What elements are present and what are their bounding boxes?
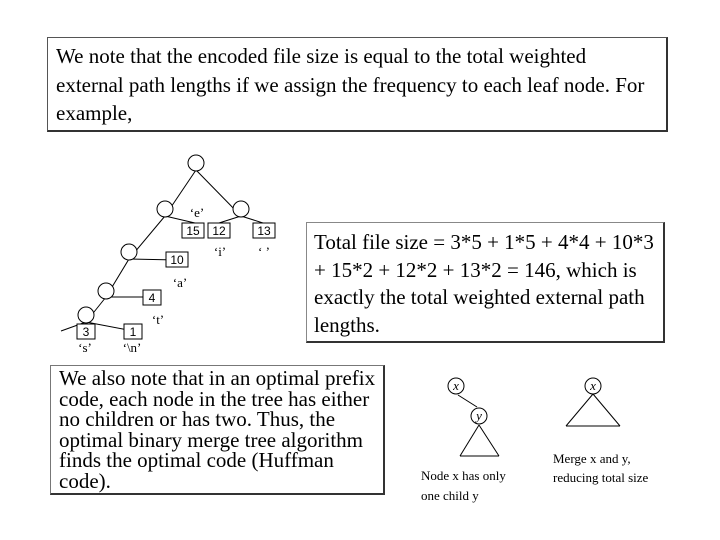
tree-internal-node <box>121 244 137 260</box>
leaf-weight: 13 <box>257 224 271 238</box>
leaf-weight: 1 <box>129 325 137 339</box>
leaf-char: ‘ ’ <box>258 244 270 259</box>
node-x-label: x <box>453 378 459 393</box>
total-size-text: Total file size = 3*5 + 1*5 + 4*4 + 10*3 + 15*2 + 12*2 + 13*2 = 146, which is exactly the total weighted external path lengths. <box>314 230 654 337</box>
tree-internal-node <box>98 283 114 299</box>
leaf-char: ‘\n’ <box>122 340 142 355</box>
leaf-weight: 4 <box>148 291 156 305</box>
internal-nodes <box>78 155 249 323</box>
tree-edges <box>61 170 263 331</box>
leaf-char: ‘e’ <box>189 205 205 220</box>
leaf-char: ‘i’ <box>213 244 227 259</box>
leaf-weight: 15 <box>186 224 200 238</box>
leaf-char: ‘t’ <box>151 312 165 327</box>
intro-text: We note that the encoded file size is equal to the total weighted external path lengths if we assign the frequency to each leaf node. For example, <box>56 44 645 125</box>
tree-root-node <box>188 155 204 171</box>
leaf-weight: 3 <box>82 325 90 339</box>
single-child-caption-line2: one child y <box>421 488 479 503</box>
total-size-text-box <box>306 222 665 343</box>
leaf-weight: 10 <box>170 253 184 267</box>
leaf-weight: 12 <box>212 224 226 238</box>
tree-internal-node <box>78 307 94 323</box>
single-child-caption-line1: Node x has only <box>421 468 506 483</box>
optimal-code-text-box <box>50 365 385 495</box>
leaf-char: ‘a’ <box>172 275 188 290</box>
merge-caption-line1: Merge x and y, <box>553 451 631 466</box>
single-child-figure <box>421 378 506 503</box>
merge-figure <box>553 378 649 485</box>
merged-node-x-label: x <box>590 378 596 393</box>
node-y-label: y <box>476 408 482 423</box>
leaf-char: ‘s’ <box>78 340 92 355</box>
tree-internal-node <box>233 201 249 217</box>
merge-caption-line2: reducing total size <box>553 470 649 485</box>
tree-internal-node <box>157 201 173 217</box>
optimal-code-text: We also note that in an optimal prefix code, each node in the tree has either no children or has two. Thus, the optimal binary merge tree algorithm finds the optimal code (Huffman code). <box>59 366 376 493</box>
